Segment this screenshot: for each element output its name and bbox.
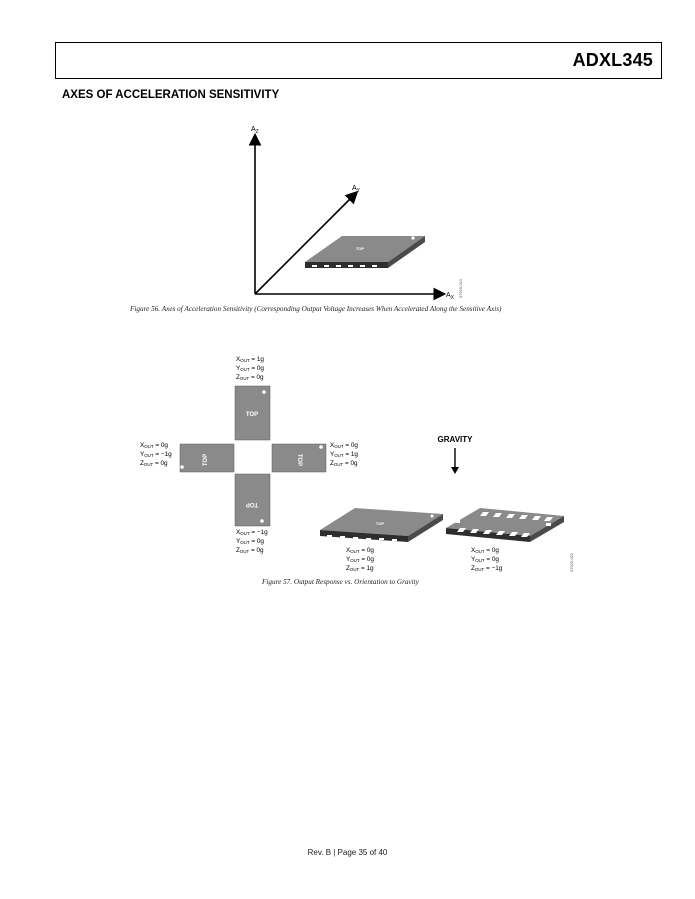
readout-flat-down-z: ZOUT = −1g xyxy=(471,564,503,572)
readout-flat-down-y: YOUT = 0g xyxy=(471,555,499,563)
chip-top-label: TOP xyxy=(355,246,365,251)
part-number: ADXL345 xyxy=(572,50,653,70)
readout-right xyxy=(330,442,358,468)
readout-right-y: YOUT = 1g xyxy=(330,450,358,458)
svg-text:TOP: TOP xyxy=(296,453,302,467)
readout-bottom xyxy=(236,529,268,555)
axis-y-label: $A_Y$ xyxy=(352,185,361,194)
gravity-arrowhead xyxy=(451,467,459,474)
readout-top-x: XOUT = 1g xyxy=(236,356,264,363)
readout-flat-down-x: XOUT = 0g xyxy=(471,547,499,554)
readout-flat-down xyxy=(471,547,502,573)
figure-56-caption: Figure 56. Axes of Acceleration Sensitivity (Corresponding Output Voltage Increases When Accelerated Along the Sensitive Axis) xyxy=(130,305,502,313)
chip-flat-face-up xyxy=(320,508,443,542)
readout-top-y: YOUT = 0g xyxy=(236,364,264,372)
chip-left-orientation xyxy=(180,444,234,472)
svg-text:TOP: TOP xyxy=(245,412,259,418)
readout-right-x: XOUT = 0g xyxy=(330,442,358,449)
gravity-label: GRAVITY xyxy=(437,435,473,444)
readout-top xyxy=(236,356,264,382)
svg-text:TOP: TOP xyxy=(245,501,259,507)
readout-right-z: ZOUT = 0g xyxy=(330,459,358,467)
section-heading: AXES OF ACCELERATION SENSITIVITY xyxy=(62,89,280,101)
svg-text:TOP: TOP xyxy=(375,521,385,526)
readout-top-z: ZOUT = 0g xyxy=(236,373,264,381)
readout-bottom-x: XOUT = −1g xyxy=(236,529,268,536)
readout-flat-up-x: XOUT = 0g xyxy=(346,547,374,554)
readout-flat-up-y: YOUT = 0g xyxy=(346,555,374,563)
readout-left xyxy=(140,442,172,468)
readout-left-y: YOUT = −1g xyxy=(140,450,172,458)
readout-left-z: ZOUT = 0g xyxy=(140,459,168,467)
readout-flat-up-z: ZOUT = 1g xyxy=(346,564,374,572)
figure57-code: 07925-022 xyxy=(569,552,574,572)
readout-bottom-y: YOUT = 0g xyxy=(236,537,264,545)
readout-left-x: XOUT = 0g xyxy=(140,442,168,449)
svg-text:TOP: TOP xyxy=(203,453,209,467)
chip-top-orientation xyxy=(235,386,270,440)
chip-right-orientation xyxy=(272,444,326,472)
figure56-code: 07925-021 xyxy=(458,278,463,298)
axis-z-label: $A_Z$ xyxy=(251,126,259,135)
readout-flat-up xyxy=(346,547,374,573)
readout-bottom-z: ZOUT = 0g xyxy=(236,546,264,554)
page-footer: Rev. B | Page 35 of 40 xyxy=(307,848,388,857)
chip-bottom-orientation xyxy=(235,474,270,526)
figure-57-caption: Figure 57. Output Response vs. Orientation to Gravity xyxy=(262,578,419,586)
axis-x-label: $A_X$ xyxy=(446,292,455,301)
